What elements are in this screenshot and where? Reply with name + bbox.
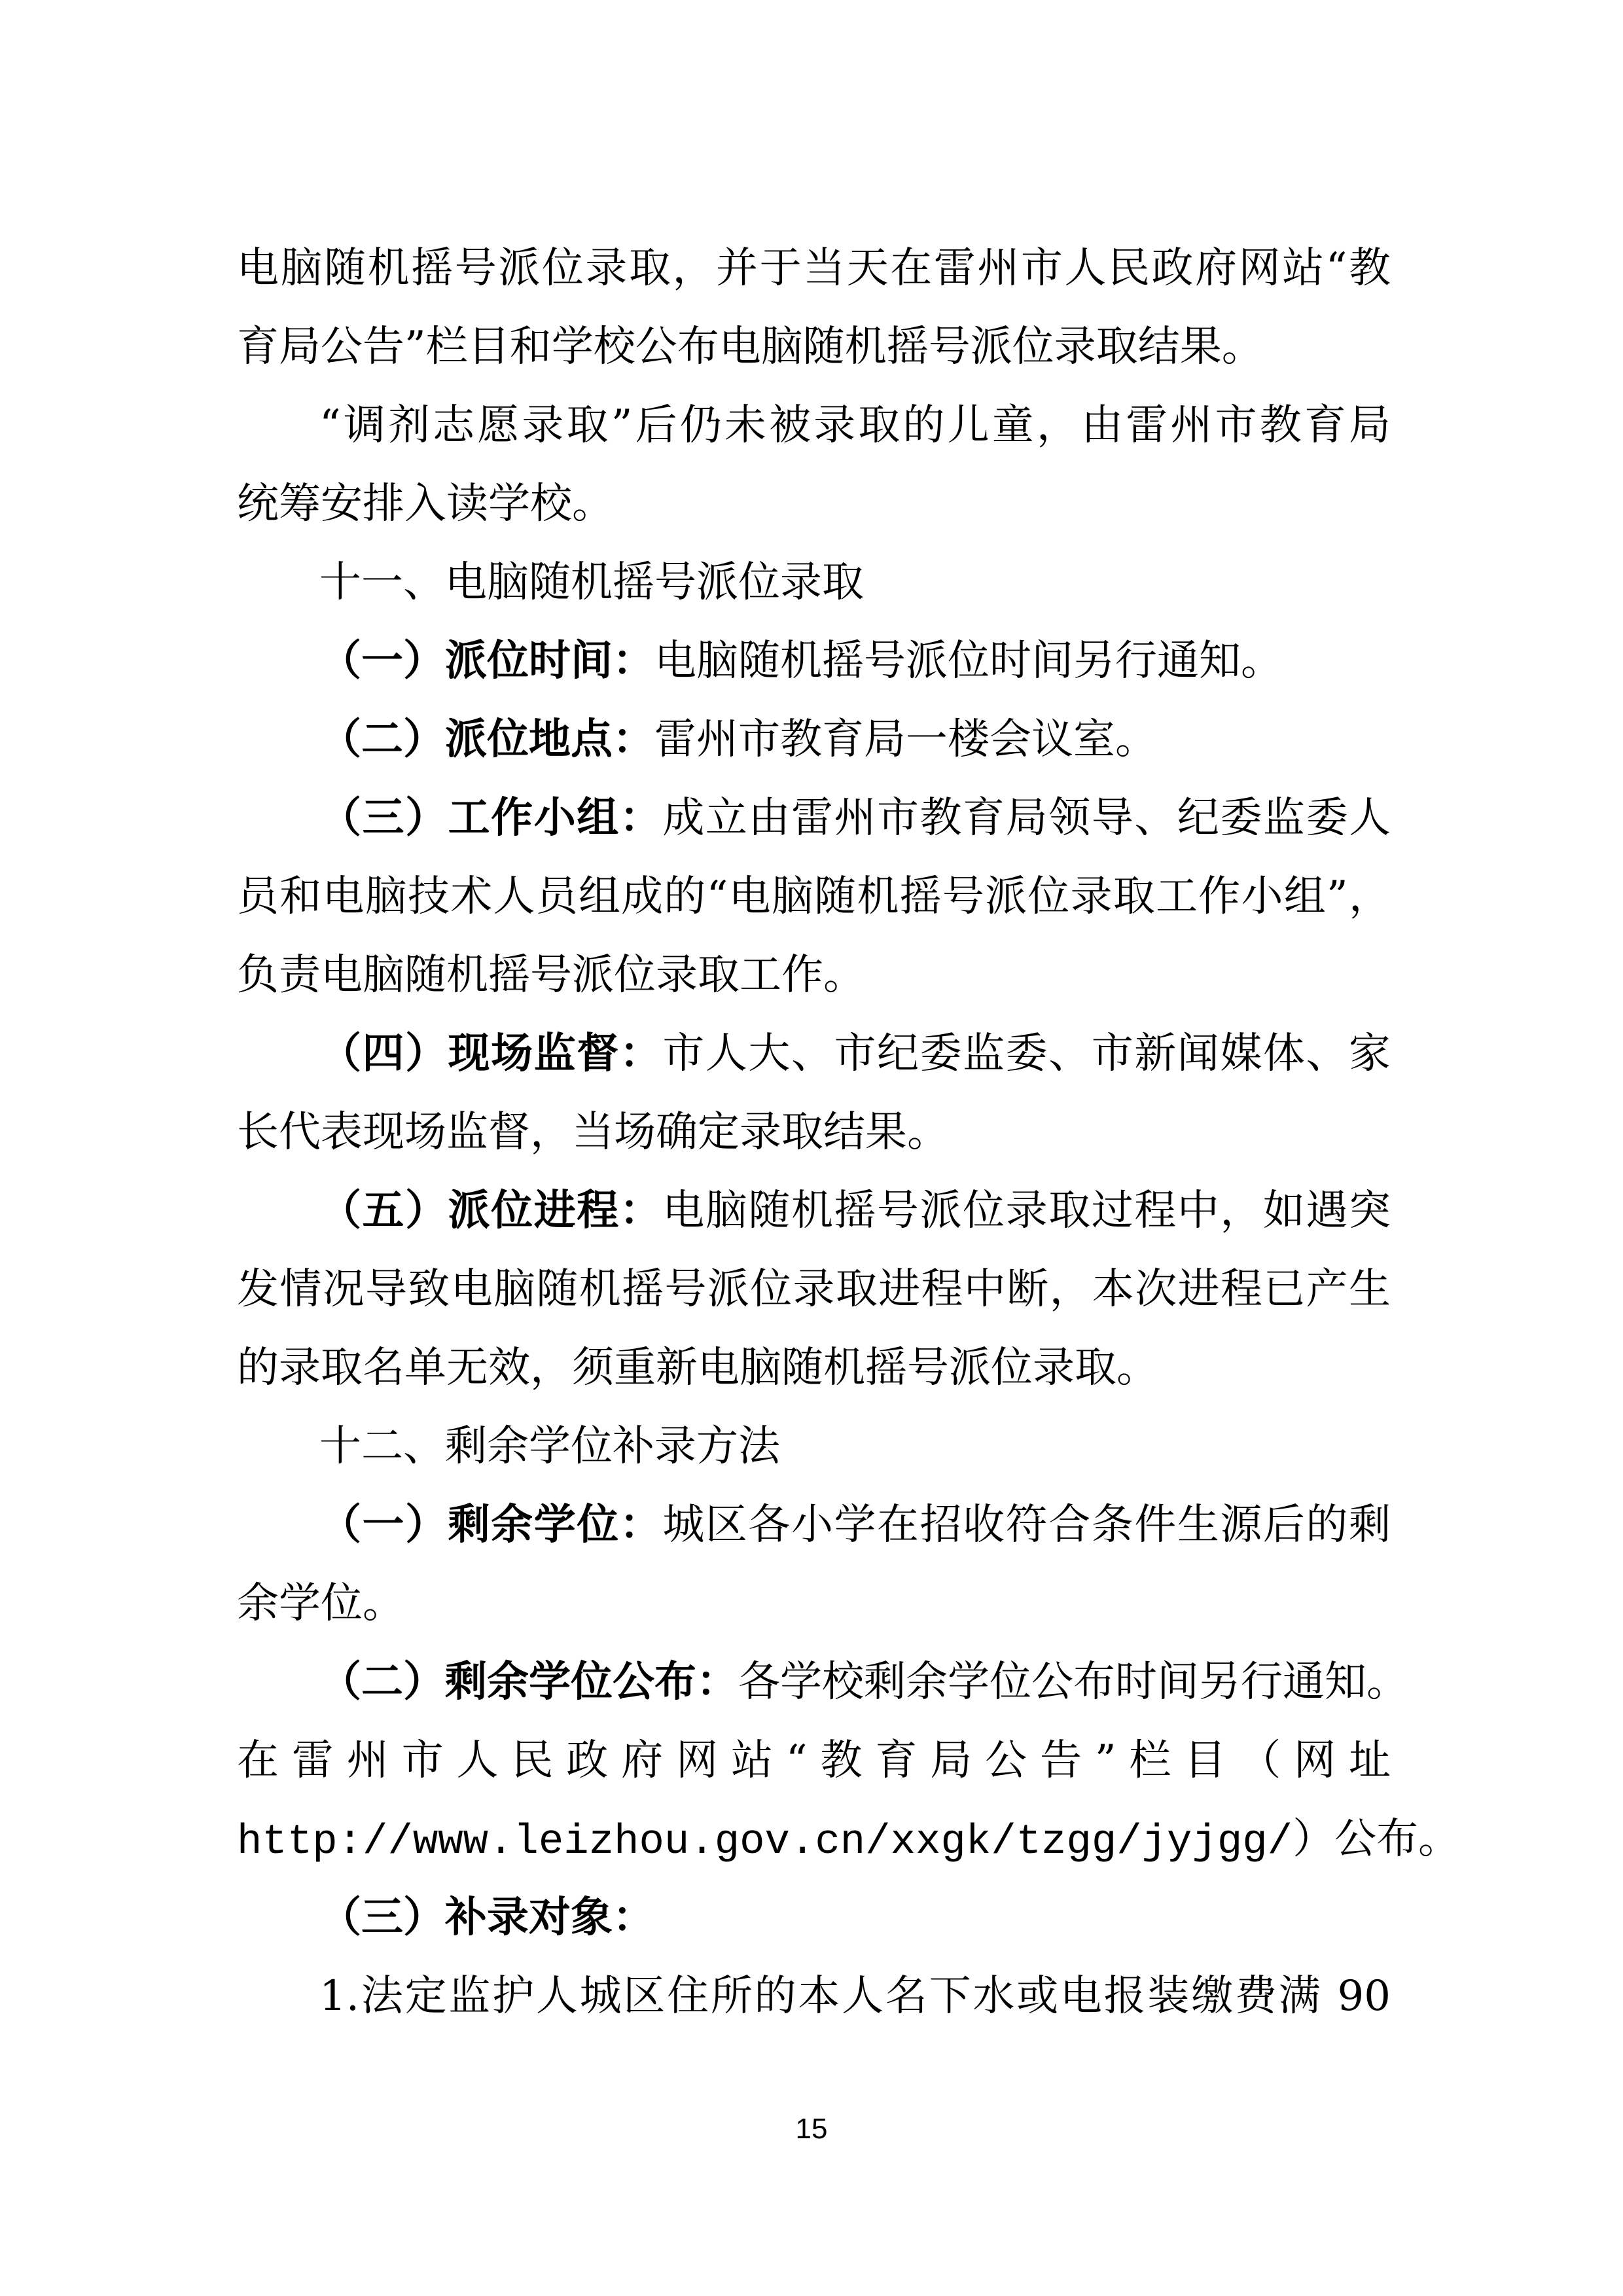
website-url[interactable]: http://www.leizhou.gov.cn/xxgk/tzgg/jyjgg/	[237, 1819, 1293, 1866]
paragraph-line: 发情况导致电脑随机摇号派位录取进程中断，本次进程已产生	[237, 1265, 1391, 1314]
item-text: ）公布。	[1293, 1815, 1461, 1863]
paragraph-line	[237, 1800, 1461, 1878]
item-dispatch-process	[237, 1172, 1391, 1250]
item-label: （一）派位时间：	[319, 637, 654, 685]
item-dispatch-location	[237, 700, 1391, 779]
paragraph-line: 育局公告”栏目和学校公布电脑随机摇号派位录取结果。	[237, 323, 1264, 371]
item-label: （五）派位进程：	[319, 1187, 663, 1235]
item-text: 各学校剩余学位公布时间另行通知。	[738, 1658, 1408, 1706]
paragraph-line: 长代表现场监督，当场确定录取结果。	[237, 1108, 949, 1157]
item-text: 电脑随机摇号派位时间另行通知。	[654, 637, 1283, 685]
section-heading-11: 十一、电脑随机摇号派位录取	[319, 558, 864, 607]
item-onsite-supervision	[237, 1014, 1391, 1093]
item-supplementary-targets	[237, 1878, 1391, 1957]
paragraph-line: “调剂志愿录取”后仍未被录取的儿童，由雷州市教育局	[319, 401, 1391, 450]
paragraph-line: 电脑随机摇号派位录取，并于当天在雷州市人民政府网站“教	[237, 244, 1391, 293]
item-text: 雷州市教育局一楼会议室。	[654, 715, 1157, 764]
paragraph-line: 1.法定监护人城区住所的本人名下水或电报装缴费满 90	[319, 1972, 1391, 2020]
paragraph-line: 员和电脑技术人员组成的“电脑随机摇号派位录取工作小组”，	[237, 872, 1391, 921]
paragraph-line: 在雷州市人民政府网站“教育局公告”栏目（网址	[237, 1736, 1391, 1785]
item-label: （一）剩余学位：	[319, 1501, 663, 1549]
paragraph-line: 的录取名单无效，须重新电脑随机摇号派位录取。	[237, 1344, 1158, 1392]
item-text: 电脑随机摇号派位录取过程中，如遇突	[662, 1187, 1391, 1235]
paragraph-line: 统筹安排入读学校。	[237, 480, 614, 528]
page-number: 15	[795, 2113, 828, 2145]
item-dispatch-time	[237, 622, 1391, 700]
item-label: （二）剩余学位公布：	[319, 1658, 738, 1706]
item-label: （四）现场监督：	[319, 1030, 663, 1078]
item-text: 城区各小学在招收符合条件生源后的剩	[662, 1501, 1391, 1549]
item-label: （三）工作小组：	[319, 794, 663, 842]
paragraph-line: 余学位。	[237, 1579, 404, 1628]
item-label: （二）派位地点：	[319, 715, 654, 764]
item-remaining-places-announcement	[237, 1643, 1408, 1721]
section-heading-12: 十二、剩余学位补录方法	[319, 1422, 780, 1471]
item-remaining-places	[237, 1486, 1391, 1564]
body-text	[237, 229, 1461, 2036]
item-text: 市人大、市纪委监委、市新闻媒体、家	[662, 1030, 1391, 1078]
item-label: （三）补录对象：	[319, 1893, 654, 1942]
item-working-group	[237, 779, 1391, 857]
paragraph-line: 负责电脑随机摇号派位录取工作。	[237, 951, 865, 999]
item-text: 成立由雷州市教育局领导、纪委监委人	[662, 794, 1391, 842]
